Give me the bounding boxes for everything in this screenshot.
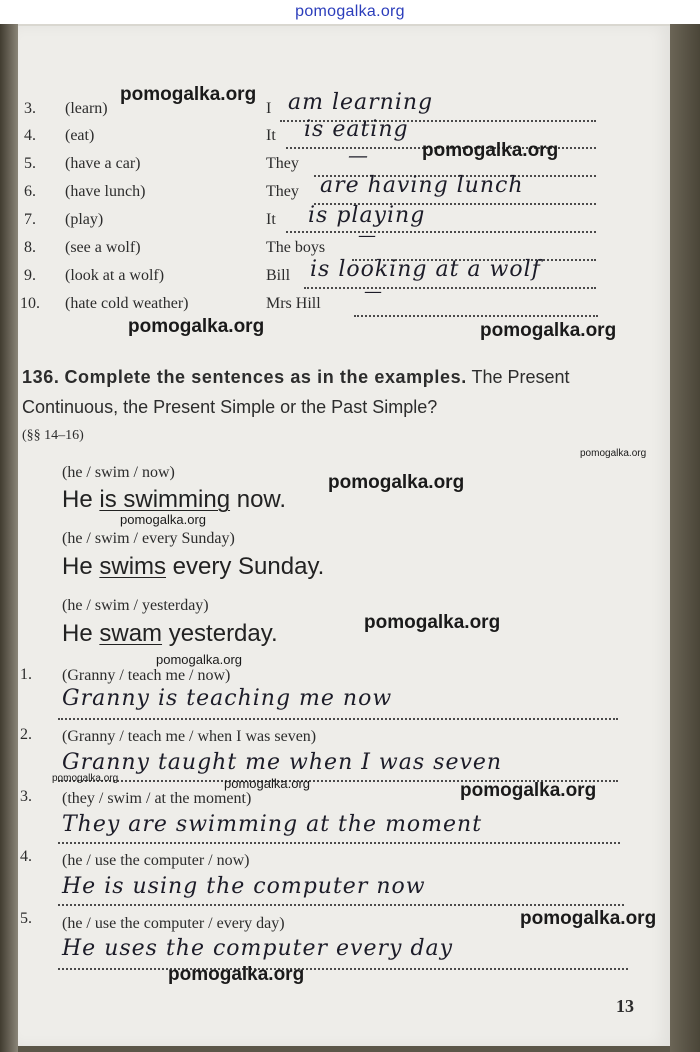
photo: [0, 24, 700, 1052]
watermark: pomogalka.org: [328, 472, 465, 493]
item-cue: (hate cold weather): [65, 295, 189, 312]
example-sentence: [62, 486, 286, 514]
item-subject: It: [266, 127, 276, 144]
item-number: 5.: [20, 910, 32, 927]
handwritten-answer: —: [358, 225, 377, 246]
item-number: 10.: [20, 295, 40, 312]
item-subject: It: [266, 211, 276, 228]
answer-line: [58, 968, 628, 970]
workbook-page: [18, 24, 670, 1046]
handwritten-answer: is looking at a wolf: [310, 257, 541, 282]
answer-line: [286, 231, 596, 233]
example-text: now.: [230, 486, 287, 513]
item-subject: Bill: [266, 267, 291, 284]
handwritten-answer: is playing: [308, 203, 426, 228]
handwritten-answer: He is using the computer now: [62, 874, 426, 899]
site-header: [0, 0, 700, 24]
answer-line: [58, 842, 620, 844]
item-cue: (he / use the computer / every day): [62, 915, 285, 932]
example-text: He: [62, 486, 100, 513]
watermark: pomogalka.org: [52, 773, 119, 784]
item-number: 3.: [20, 788, 32, 805]
page-number: 13: [616, 996, 634, 1016]
prev-item: [18, 281, 670, 323]
example-text: yesterday.: [162, 620, 278, 647]
example-cue: (he / swim / yesterday): [62, 597, 209, 614]
watermark: pomogalka.org: [224, 776, 310, 791]
item-number: 5.: [24, 155, 36, 172]
item-number: 1.: [20, 666, 32, 683]
item-cue: (Granny / teach me / now): [62, 667, 231, 684]
item-subject: I: [266, 100, 272, 117]
item-cue: (see a wolf): [65, 239, 141, 256]
watermark: pomogalka.org: [364, 612, 501, 633]
example-text: He: [62, 553, 100, 580]
watermark: pomogalka.org: [156, 652, 242, 667]
table-edge: [670, 24, 700, 1052]
example-verb: swims: [99, 553, 167, 580]
example-text: He: [62, 620, 100, 647]
answer-line: [58, 718, 618, 720]
prev-item: [18, 257, 670, 295]
watermark: pomogalka.org: [480, 320, 617, 341]
exercise-instruction-rest: The Present Continuous, the Present Simple or the Past Simple?: [22, 367, 570, 417]
example-sentence: [62, 553, 324, 581]
watermark: pomogalka.org: [128, 316, 265, 337]
item-number: 7.: [24, 211, 36, 228]
prev-item: [18, 203, 670, 239]
answer-line: [58, 904, 624, 906]
example-verb: swam: [99, 620, 163, 647]
item-number: 8.: [24, 239, 36, 256]
handwritten-answer: are having lunch: [320, 173, 524, 198]
item-subject: They: [266, 183, 299, 200]
exercise-title: [22, 362, 622, 422]
item-number: 4.: [20, 848, 32, 865]
answer-line: [304, 287, 596, 289]
prev-item: [18, 117, 670, 155]
handwritten-answer: —: [348, 143, 369, 167]
item-cue: (eat): [65, 127, 95, 144]
example-cue: (he / swim / now): [62, 464, 175, 481]
handwritten-answer: They are swimming at the moment: [62, 812, 483, 837]
watermark: pomogalka.org: [120, 512, 206, 527]
site-link[interactable]: pomogalka.org: [295, 3, 405, 20]
watermark: pomogalka.org: [168, 964, 305, 985]
item-cue: (play): [65, 211, 104, 228]
exercise-instruction: Complete the sentences as in the examples.: [64, 367, 467, 387]
handwritten-answer: Granny is teaching me now: [62, 686, 393, 711]
item-cue: (Granny / teach me / when I was seven): [62, 728, 317, 745]
watermark: pomogalka.org: [120, 84, 257, 105]
exercise-number: 136.: [22, 367, 60, 387]
handwritten-answer: am learning: [288, 90, 434, 115]
handwritten-answer: Granny taught me when I was seven: [62, 750, 503, 775]
binding-edge: [0, 24, 18, 1052]
handwritten-answer: is eating: [304, 117, 409, 142]
handwritten-answer: —: [364, 281, 383, 302]
item-cue: (he / use the computer / now): [62, 852, 250, 869]
watermark: pomogalka.org: [580, 448, 647, 459]
item-number: 9.: [24, 267, 36, 284]
example-verb: is swimming: [99, 486, 231, 513]
item-cue: (look at a wolf): [65, 267, 165, 284]
grammar-reference: (§§ 14–16): [22, 428, 84, 443]
item-subject: Mrs Hill: [266, 295, 321, 312]
watermark: pomogalka.org: [520, 908, 657, 929]
item-number: 4.: [24, 127, 36, 144]
item-cue: (have lunch): [65, 183, 146, 200]
item-number: 3.: [24, 100, 36, 117]
item-subject: The boys: [266, 239, 326, 256]
item-cue: (have a car): [65, 155, 141, 172]
item-number: 6.: [24, 183, 36, 200]
example-sentence: [62, 620, 278, 648]
example-text: every Sunday.: [166, 553, 325, 580]
item-number: 2.: [20, 726, 32, 743]
item-subject: They: [266, 155, 299, 172]
handwritten-answer: He uses the computer every day: [62, 936, 454, 961]
example-cue: (he / swim / every Sunday): [62, 530, 235, 547]
item-cue: (learn): [65, 100, 108, 117]
answer-line: [354, 315, 598, 317]
item-cue: (they / swim / at the moment): [62, 790, 252, 807]
watermark: pomogalka.org: [460, 780, 597, 801]
watermark: pomogalka.org: [422, 140, 559, 161]
